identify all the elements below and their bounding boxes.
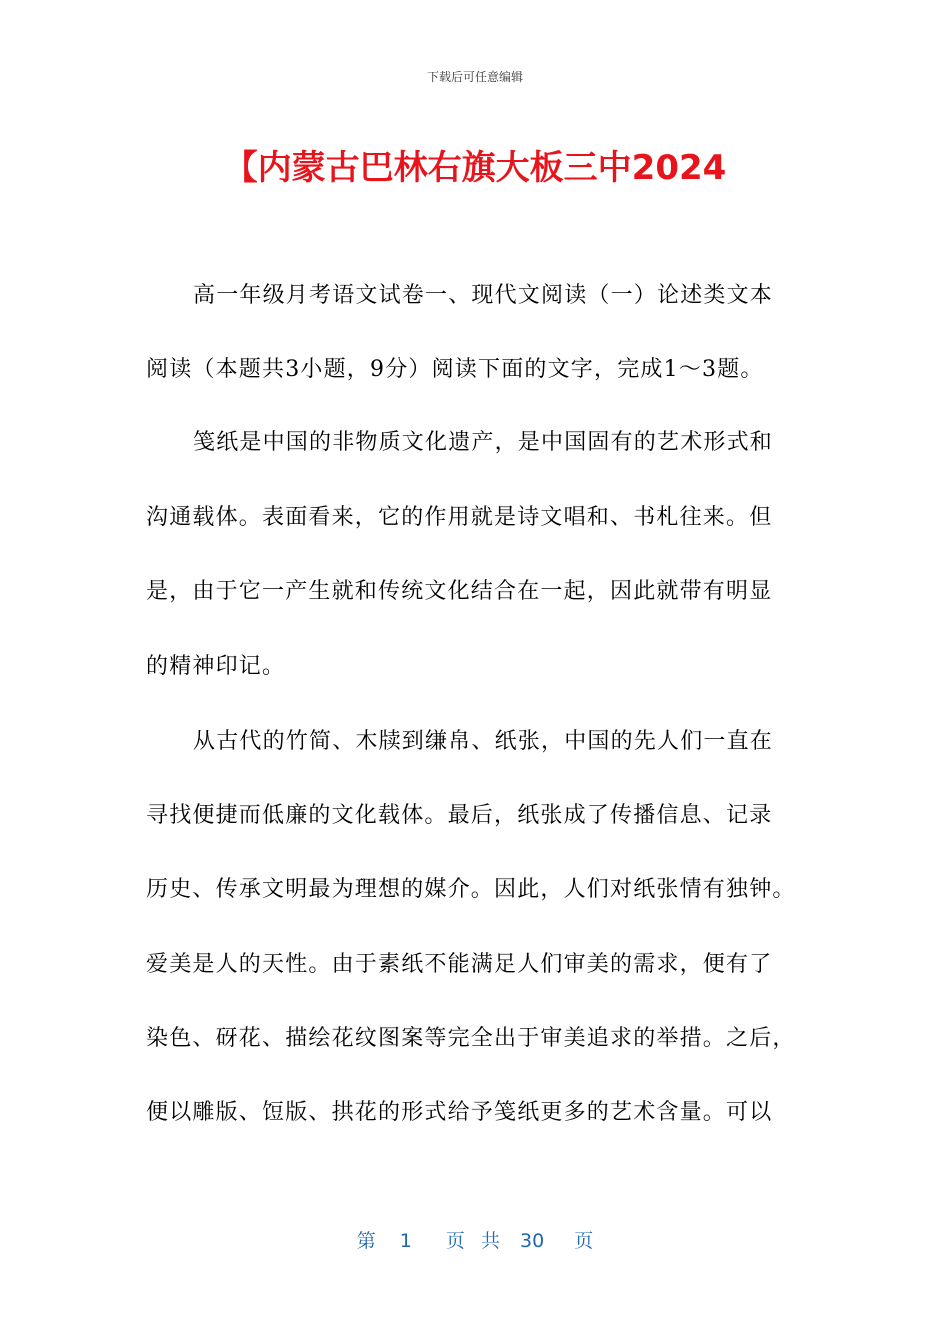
paragraph-line-9: 历史、传承文明最为理想的媒介。因此，人们对纸张情有独钟。 xyxy=(146,877,796,902)
paragraph-line-4: 沟通载体。表面看来，它的作用就是诗文唱和、书札往来。但 xyxy=(146,505,773,530)
paragraph-line-6: 的精神印记。 xyxy=(146,654,286,679)
paragraph-line-3: 笺纸是中国的非物质文化遗产，是中国固有的艺术形式和 xyxy=(193,430,774,455)
paragraph-line-8: 寻找便捷而低廉的文化载体。最后，纸张成了传播信息、记录 xyxy=(146,803,773,828)
footer-di: 第 xyxy=(356,1230,376,1252)
footer-page-number: 1 xyxy=(399,1230,412,1252)
footer-ye: 页 xyxy=(445,1230,465,1252)
paragraph-line-12: 便以雕版、饾版、拱花的形式给予笺纸更多的艺术含量。可以 xyxy=(146,1100,773,1125)
footer-total-pages: 30 xyxy=(520,1230,545,1252)
paragraph-line-2: 阅读（本题共3小题，9分）阅读下面的文字，完成1～3题。 xyxy=(146,357,764,382)
footer-ye-2: 页 xyxy=(574,1230,594,1252)
download-note: 下载后可任意编辑 xyxy=(426,70,523,84)
paragraph-line-1: 高一年级月考语文试卷一、现代文阅读（一）论述类文本 xyxy=(193,283,774,308)
document-title: 【内蒙古巴林右旗大板三中2024 xyxy=(223,148,727,188)
paragraph-line-5: 是，由于它一产生就和传统文化结合在一起，因此就带有明显 xyxy=(146,579,773,604)
paragraph-line-7: 从古代的竹简、木牍到缣帛、纸张，中国的先人们一直在 xyxy=(193,729,774,754)
page-footer xyxy=(0,1226,950,1253)
footer-gong: 共 xyxy=(480,1230,500,1252)
paragraph-line-11: 染色、砑花、描绘花纹图案等完全出于审美追求的举措。之后， xyxy=(146,1026,796,1051)
paragraph-line-10: 爱美是人的天性。由于素纸不能满足人们审美的需求，便有了 xyxy=(146,952,773,977)
